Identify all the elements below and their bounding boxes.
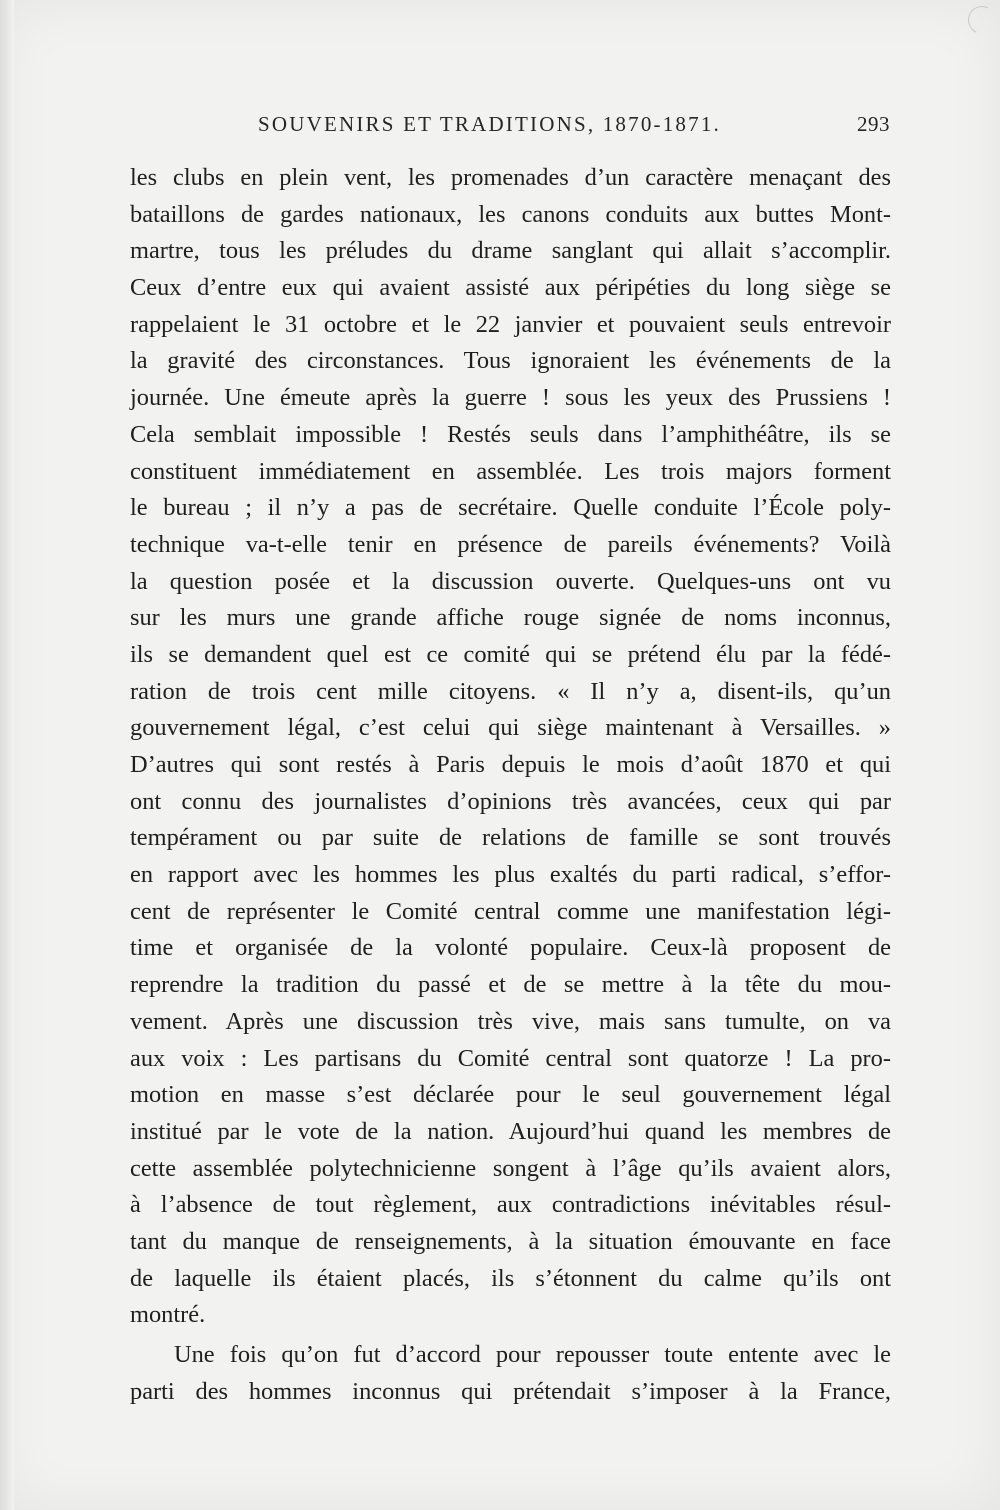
- paragraph: [130, 1337, 891, 1410]
- text-line: la gravité des circonstances. Tous ignoraient les événements de la: [130, 347, 891, 375]
- text-line: de laquelle ils étaient placés, ils s’étonnent du calme qu’ils ont: [130, 1264, 891, 1292]
- text-line: martre, tous les préludes du drame sanglant qui allait s’accomplir.: [130, 237, 891, 265]
- text-line: cent de représenter le Comité central comme une manifestation légi-: [130, 897, 891, 925]
- text-line: vement. Après une discussion très vive, mais sans tumulte, on va: [130, 1007, 891, 1035]
- text-line: journée. Une émeute après la guerre ! sous les yeux des Prussiens !: [130, 384, 891, 412]
- text-line: les clubs en plein vent, les promenades d’un caractère menaçant des: [130, 164, 891, 191]
- text-line: reprendre la tradition du passé et de se mettre à la tête du mou-: [130, 971, 891, 999]
- running-title: SOUVENIRS ET TRADITIONS, 1870-1871.: [258, 112, 721, 136]
- text-line: constituent immédiatement en assemblée. Les trois majors forment: [130, 457, 891, 485]
- page-header: [0, 112, 1000, 142]
- text-line: Une fois qu’on fut d’accord pour repousser toute entente avec le: [174, 1341, 891, 1368]
- text-line: en rapport avec les hommes les plus exaltés du parti radical, s’effor-: [130, 861, 891, 889]
- text-line: technique va-t-elle tenir en présence de pareils événements? Voilà: [130, 530, 891, 558]
- page-number: 293: [857, 112, 890, 136]
- text-line: Cela semblait impossible ! Restés seuls dans l’amphithéâtre, ils se: [130, 420, 891, 448]
- text-line: D’autres qui sont restés à Paris depuis le mois d’août 1870 et qui: [130, 751, 891, 778]
- text-line: ont connu des journalistes d’opinions très avancées, ceux qui par: [130, 787, 891, 815]
- text-line: Ceux d’entre eux qui avaient assisté aux péripéties du long siège se: [130, 274, 891, 302]
- text-line: cette assemblée polytechnicienne songent à l’âge qu’ils avaient alors,: [130, 1154, 891, 1182]
- text-line: tant du manque de renseignements, à la situation émouvante en face: [130, 1227, 891, 1255]
- text-line: time et organisée de la volonté populaire. Ceux-là proposent de: [130, 934, 891, 962]
- text-line: rappelaient le 31 octobre et le 22 janvier et pouvaient seuls entrevoir: [130, 310, 891, 338]
- text-line: tempérament ou par suite de relations de famille se sont trouvés: [130, 824, 891, 852]
- text-line: la question posée et la discussion ouverte. Quelques-uns ont vu: [130, 567, 891, 595]
- text-line: parti des hommes inconnus qui prétendait s’imposer à la France,: [130, 1377, 891, 1405]
- text-line: ration de trois cent mille citoyens. « Il n’y a, disent-ils, qu’un: [130, 677, 891, 705]
- text-line: gouvernement légal, c’est celui qui siège maintenant à Versailles. »: [130, 714, 891, 742]
- body-text: [130, 160, 891, 1410]
- text-line: institué par le vote de la nation. Aujourd’hui quand les membres de: [130, 1117, 891, 1145]
- text-line: ils se demandent quel est ce comité qui se prétend élu par la fédé-: [130, 640, 891, 668]
- text-line: le bureau ; il n’y a pas de secrétaire. Quelle conduite l’École poly-: [130, 494, 891, 522]
- corner-mark: [964, 2, 1000, 38]
- text-line: sur les murs une grande affiche rouge signée de noms inconnus,: [130, 604, 891, 632]
- text-line: motion en masse s’est déclarée pour le seul gouvernement légal: [130, 1081, 891, 1109]
- page-binding-edge: [0, 0, 14, 1510]
- text-line: montré.: [130, 1301, 206, 1329]
- text-line: à l’absence de tout règlement, aux contradictions inévitables résul-: [130, 1191, 891, 1219]
- text-line: aux voix : Les partisans du Comité central sont quatorze ! La pro-: [130, 1044, 891, 1072]
- text-line: bataillons de gardes nationaux, les canons conduits aux buttes Mont-: [130, 200, 891, 228]
- paragraph: [130, 160, 891, 1334]
